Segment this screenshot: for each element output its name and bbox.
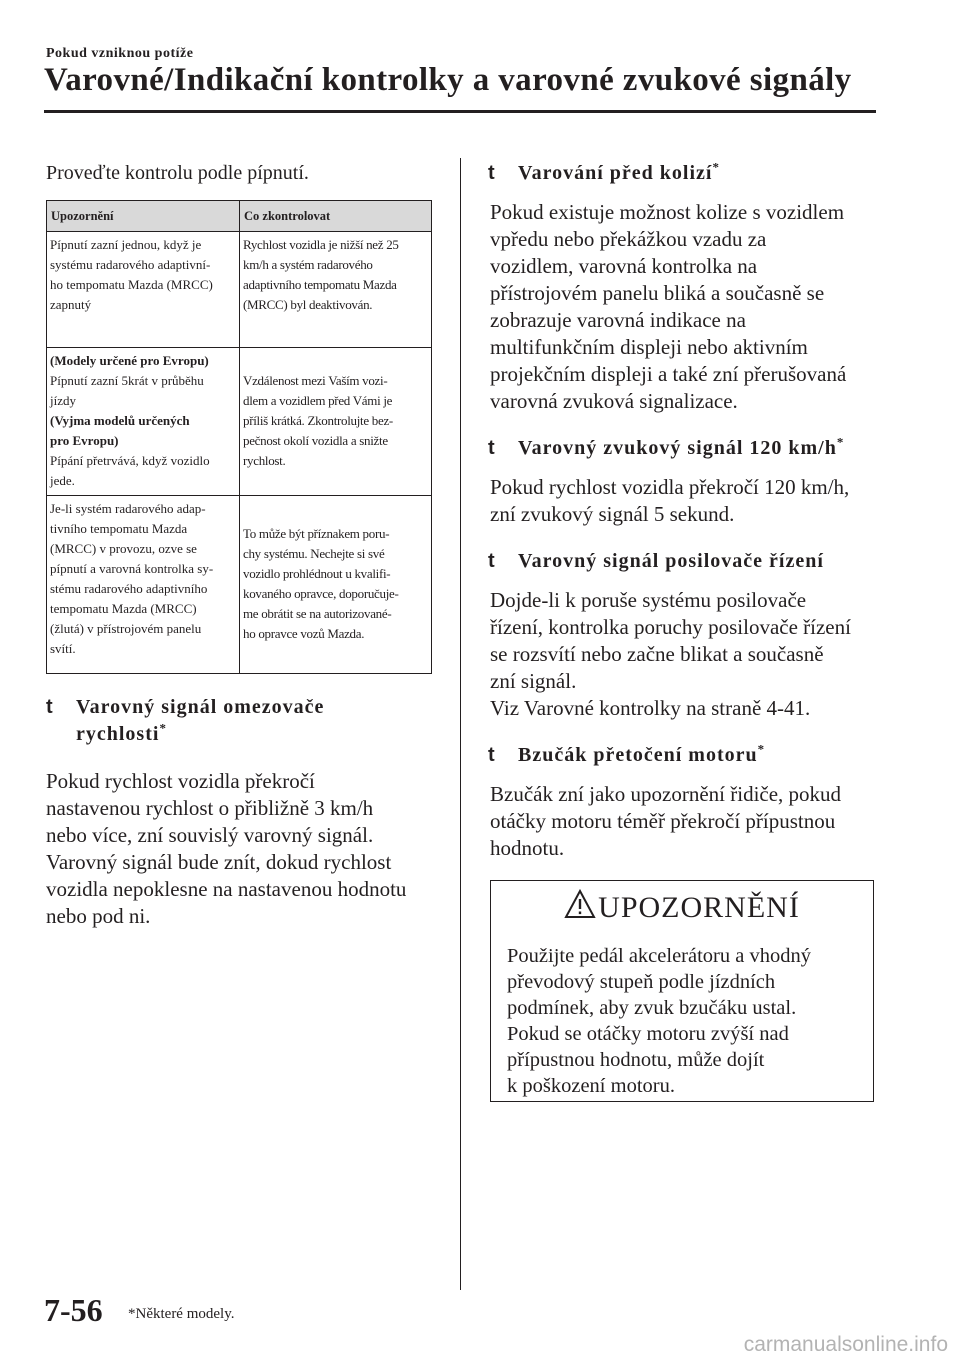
text-line: Bzučák zní jako upozornění řidiče, pokud xyxy=(490,782,842,806)
overrev-heading xyxy=(488,742,876,769)
text-line: zní zvukový signál 5 sekund. xyxy=(490,502,735,526)
text-line: hodnotu. xyxy=(490,836,565,860)
cell-line: jízdy xyxy=(50,393,76,408)
heading-line: rychlosti xyxy=(76,723,160,745)
cell-line: svítí. xyxy=(50,641,76,656)
cell-line: (MRCC) byl deaktivován. xyxy=(243,297,373,312)
cell-line-bold: (Vyjma modelů určených xyxy=(50,413,190,428)
cell-line: systému radarového adaptivní- xyxy=(50,257,211,272)
cell-line: Rychlost vozidla je nižší než 25 xyxy=(243,237,399,252)
caution-title: UPOZORNĚNÍ xyxy=(598,891,800,924)
table-row xyxy=(47,232,432,348)
text-line: se rozsvítí nebo začne blikat a současně xyxy=(490,642,824,666)
heading-text: Bzučák přetočení motoru xyxy=(518,744,758,766)
cell-line: tivního tempomatu Mazda xyxy=(50,521,188,536)
text-line: Pokud rychlost vozidla překročí 120 km/h, xyxy=(490,475,850,499)
cell-line: stému radarového adaptivního xyxy=(50,581,208,596)
asterisk: * xyxy=(836,434,845,450)
cell-line: Pípání přetrvává, když vozidlo xyxy=(50,453,210,468)
cell-line: Pípnutí zazní jednou, když je xyxy=(50,237,202,252)
table-header-check: Co zkontrolovat xyxy=(240,201,432,232)
cell-line: tempomatu Mazda (MRCC) xyxy=(50,601,197,616)
text-line: Pokud rychlost vozidla překročí xyxy=(46,769,315,793)
text-line: vozidlem, varovná kontrolka na xyxy=(490,254,758,278)
speed120-body xyxy=(488,474,876,528)
cell-line: Vzdálenost mezi Vaším vozi- xyxy=(243,373,388,388)
right-column xyxy=(488,160,876,862)
steering-heading xyxy=(488,548,876,575)
table-cell-check xyxy=(240,496,432,674)
text-line: Použijte pedál akcelerátoru a vhodný xyxy=(507,945,811,967)
asterisk: * xyxy=(757,741,766,757)
text-line: vozidla nepoklesne na nastavenou hodnotu xyxy=(46,877,407,901)
text-line: nebo pod ni. xyxy=(46,904,151,928)
heading-text: Varovný zvukový signál 120 km/h xyxy=(518,437,837,459)
text-line: nastavenou rychlost o přibližně 3 km/h xyxy=(46,796,374,820)
left-column xyxy=(46,160,432,930)
cell-line: Pípnutí zazní 5krát v průběhu xyxy=(50,373,204,388)
cell-line: km/h a systém radarového xyxy=(243,257,373,272)
caution-body xyxy=(491,925,873,1099)
page-title: Varovné/Indikační kontrolky a varovné zvukové signály xyxy=(44,62,852,98)
title-rule xyxy=(44,110,876,113)
table-cell-check xyxy=(240,232,432,348)
speed120-heading xyxy=(488,435,876,462)
section-label: Pokud vzniknou potíže xyxy=(46,46,194,61)
warning-triangle-icon xyxy=(564,889,596,919)
bullet-icon: t xyxy=(488,550,496,572)
text-line: řízení, kontrolka poruchy posilovače řízení xyxy=(490,615,851,639)
text-line: vpředu nebo překážkou vzadu za xyxy=(490,227,767,251)
cell-line: adaptivního tempomatu Mazda xyxy=(243,277,397,292)
cell-line: (MRCC) v provozu, ozve se xyxy=(50,541,197,556)
heading-line: Varovný signál omezovače xyxy=(76,696,325,718)
caution-header xyxy=(491,889,873,925)
text-line: přístrojovém panelu bliká a současně se xyxy=(490,281,825,305)
text-line: multifunkčním displeji nebo aktivním xyxy=(490,335,808,359)
cell-line: Je-li systém radarového adap- xyxy=(50,501,206,516)
cell-line: zapnutý xyxy=(50,297,92,312)
cell-line: vozidlo prohlédnout u kvalifi- xyxy=(243,566,391,581)
cell-line: ho tempomatu Mazda (MRCC) xyxy=(50,277,213,292)
text-line: nebo více, zní souvislý varovný signál. xyxy=(46,823,374,847)
table-cell-warning xyxy=(47,232,240,348)
cell-line: (žlutá) v přístrojovém panelu xyxy=(50,621,202,636)
table-cell-warning xyxy=(47,348,240,496)
text-line: zní signál. xyxy=(490,669,577,693)
text-line: Pokud existuje možnost kolize s vozidlem xyxy=(490,200,845,224)
cell-line: dlem a vozidlem před Vámi je xyxy=(243,393,393,408)
cell-line: chy systému. Nechejte si své xyxy=(243,546,385,561)
collision-heading xyxy=(488,160,876,187)
bullet-icon: t xyxy=(488,744,496,766)
text-line: Dojde-li k poruše systému posilovače xyxy=(490,588,807,612)
text-line: k poškození motoru. xyxy=(507,1075,675,1097)
text-line: zobrazuje varovná indikace na xyxy=(490,308,746,332)
table-header-warning: Upozornění xyxy=(47,201,240,232)
intro-text: Proveďte kontrolu podle pípnutí. xyxy=(46,162,309,184)
cell-line: ho opravce vozů Mazda. xyxy=(243,626,365,641)
collision-body xyxy=(488,199,876,415)
text-line: varovná zvuková signalizace. xyxy=(490,389,738,413)
limiter-body xyxy=(46,768,432,930)
footnote: *Některé modely. xyxy=(128,1306,235,1322)
text-line: převodový stupeň podle jízdních xyxy=(507,971,776,993)
asterisk: * xyxy=(712,159,720,175)
steering-body xyxy=(488,587,876,722)
text-line: otáčky motoru téměř překročí přípustnou xyxy=(490,809,836,833)
check-table xyxy=(46,200,432,674)
table-row xyxy=(47,496,432,674)
watermark: carmanualsonline.info xyxy=(743,1333,948,1356)
table-header-row xyxy=(47,201,432,232)
table-cell-check xyxy=(240,348,432,496)
cell-line: To může být příznakem poru- xyxy=(243,526,390,541)
caution-box xyxy=(490,880,874,1102)
column-divider xyxy=(460,158,461,1290)
bullet-icon: t xyxy=(488,437,496,459)
asterisk: * xyxy=(159,720,167,736)
table-row xyxy=(47,348,432,496)
cell-line-bold: (Modely určené pro Evropu) xyxy=(50,353,209,368)
cell-line: příliš krátká. Zkontrolujte bez- xyxy=(243,413,393,428)
text-line: podmínek, aby zvuk bzučáku ustal. xyxy=(507,997,797,1019)
cell-line: kovaného opravce, doporučuje- xyxy=(243,586,399,601)
limiter-heading xyxy=(46,694,432,748)
cell-line: pípnutí a varovná kontrolka sy- xyxy=(50,561,214,576)
text-line: projekčním displeji a také zní přerušovaná xyxy=(490,362,847,386)
cell-line: pečnost okolí vozidla a snižte xyxy=(243,433,388,448)
text-line: Viz Varovné kontrolky na straně 4-41. xyxy=(490,696,811,720)
bullet-icon: t xyxy=(46,696,54,718)
text-line: přípustnou hodnotu, může dojít xyxy=(507,1049,765,1071)
overrev-body xyxy=(488,781,876,862)
cell-line-bold: pro Evropu) xyxy=(50,433,119,448)
cell-line: me obrátit se na autorizované- xyxy=(243,606,392,621)
text-line: Pokud se otáčky motoru zvýší nad xyxy=(507,1023,789,1045)
heading-text: Varování před kolizí xyxy=(518,162,713,184)
cell-line: jede. xyxy=(50,473,75,488)
text-line: Varovný signál bude znít, dokud rychlost xyxy=(46,850,392,874)
cell-line: rychlost. xyxy=(243,453,286,468)
bullet-icon: t xyxy=(488,162,496,184)
heading-text: Varovný signál posilovače řízení xyxy=(518,550,824,572)
table-cell-warning xyxy=(47,496,240,674)
page-number: 7-56 xyxy=(44,1292,103,1328)
